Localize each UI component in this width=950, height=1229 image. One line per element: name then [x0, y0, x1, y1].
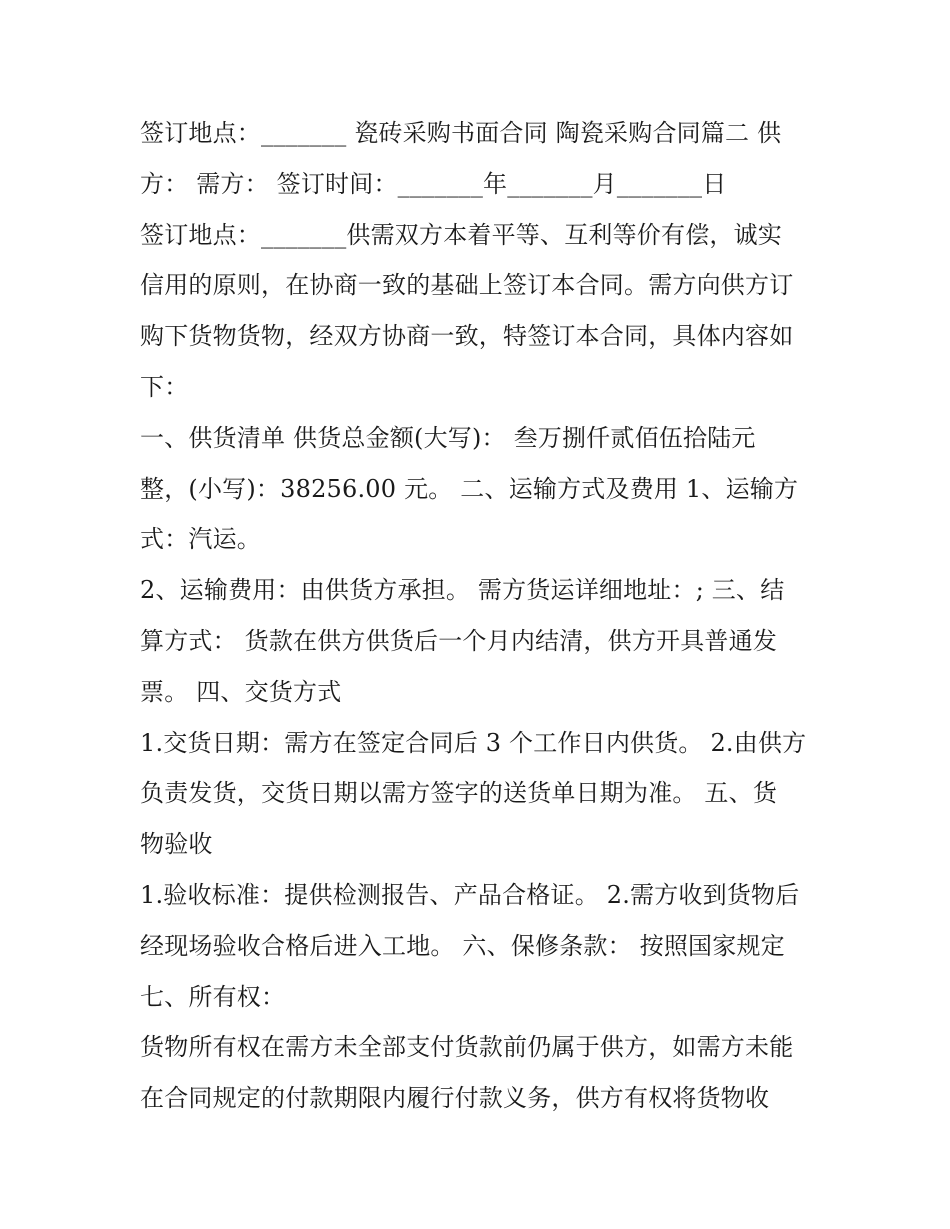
text-line: 负责发货，交货日期以需方签字的送货单日期为准。 五、货 [140, 779, 778, 808]
text-line: 经现场验收合格后进入工地。 六、保修条款： 按照国家规定 [140, 931, 785, 960]
text-line: 1.验收标准：提供检测报告、产品合格证。 2.需方收到货物后 [140, 880, 800, 909]
text-line: 物验收 [140, 830, 213, 859]
text-line: 整，(小写)：38256.00 元。 二、运输方式及费用 1、运输方 [140, 474, 799, 503]
text-line: 1.交货日期：需方在签定合同后 3 个工作日内供货。 2.由供方 [140, 728, 807, 757]
text-line: 2、运输费用：由供货方承担。 需方货运详细地址：; 三、结 [140, 576, 785, 605]
text-line: 一、供货清单 供货总金额(大写)： 叁万捌仟贰佰伍拾陆元 [140, 423, 756, 452]
text-line: 下： [140, 372, 189, 401]
text-line: 在合同规定的付款期限内履行付款义务，供方有权将货物收 [140, 1084, 770, 1113]
text-line: 票。 四、交货方式 [140, 677, 342, 706]
text-line: 信用的原则，在协商一致的基础上签订本合同。需方向供方订 [140, 271, 794, 300]
text-line: 购下货物货物，经双方协商一致，特签订本合同，具体内容如 [140, 322, 794, 351]
text-line: 签订地点：_______供需双方本着平等、互利等价有偿，诚实 [140, 220, 782, 249]
text-line: 签订地点：_______ 瓷砖采购书面合同 陶瓷采购合同篇二 供 [140, 119, 782, 147]
text-line: 七、所有权： [140, 982, 286, 1011]
text-line: 方： 需方： 签订时间：_______年_______月_______日 [140, 169, 727, 198]
contract-body-text [140, 108, 830, 1124]
text-line: 式：汽运。 [140, 525, 261, 554]
text-line: 货物所有权在需方未全部支付货款前仍属于供方，如需方未能 [140, 1033, 794, 1062]
text-line: 算方式： 货款在供方供货后一个月内结清，供方开具普通发 [140, 626, 778, 655]
